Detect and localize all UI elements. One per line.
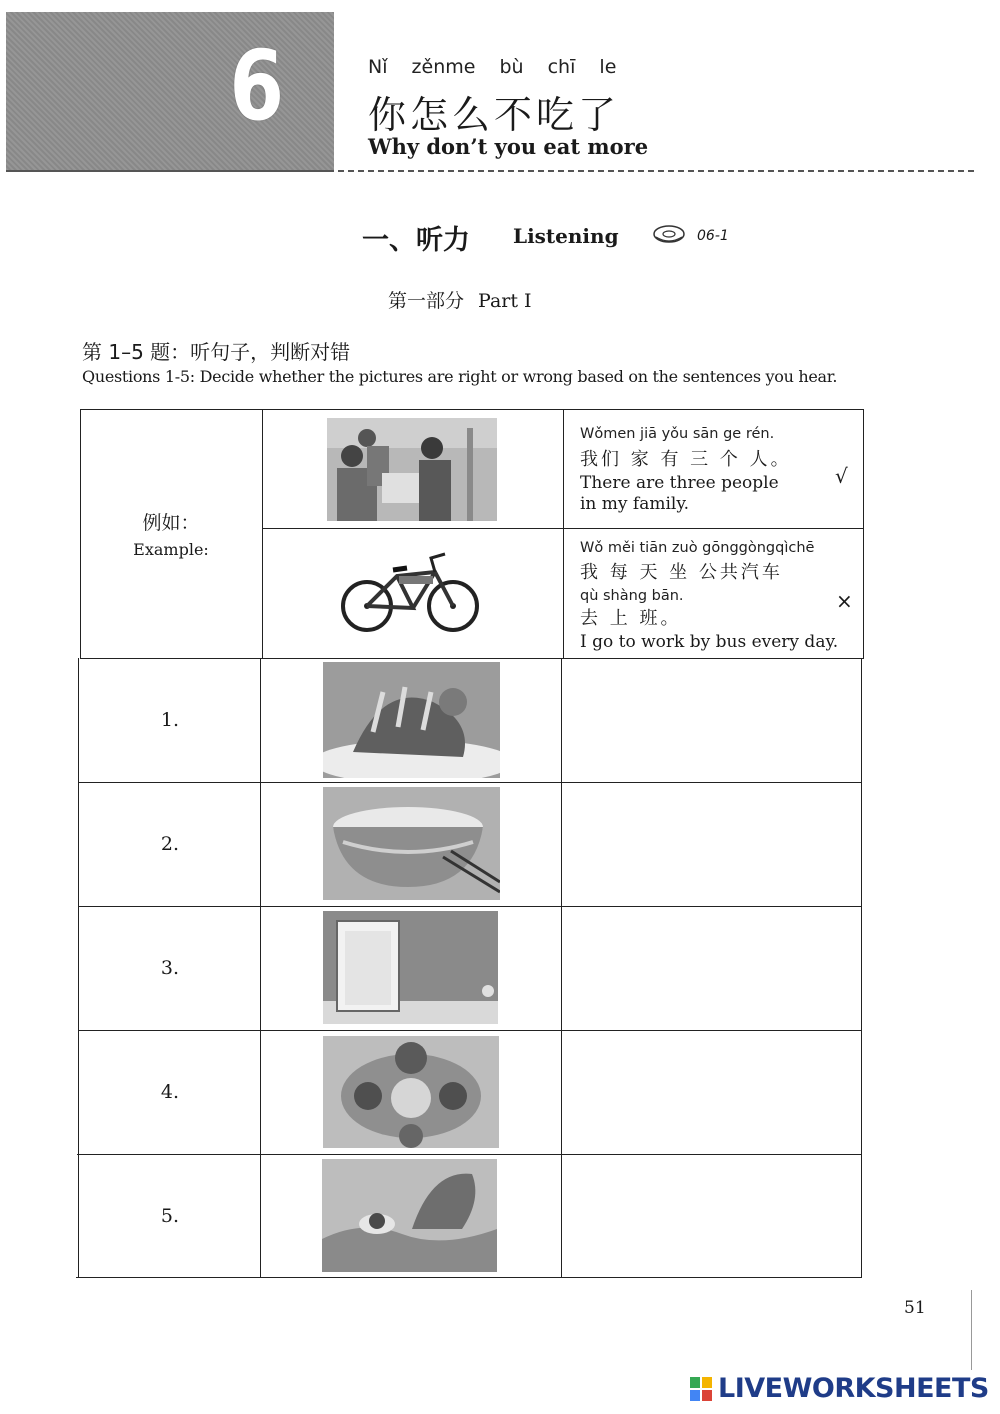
question-3-number: 3. <box>160 957 180 979</box>
margin-rule <box>971 1290 972 1370</box>
table-border-right <box>863 409 864 659</box>
grilled-meat-image <box>323 662 500 778</box>
example-2-hanzi-line-2: 去 上 班。 <box>580 608 682 629</box>
liveworksheets-brand <box>690 1373 990 1409</box>
open-door-image <box>323 911 498 1024</box>
example-1-english: There are three people in my family. <box>580 473 779 514</box>
audio-track-label[interactable]: 06-1 <box>697 228 729 244</box>
food-plate-image <box>323 1036 499 1148</box>
example-2-hanzi-line-1: 我 每 天 坐 公共汽车 <box>580 562 783 583</box>
example-label-chinese: 例如： <box>142 512 200 534</box>
table-border-top <box>80 409 864 410</box>
audio-cd-icon[interactable] <box>652 223 686 245</box>
question-1-answer-cell[interactable] <box>563 660 861 782</box>
example-1-hanzi: 我们 家 有 三 个 人。 <box>580 449 792 470</box>
instruction-chinese: 第 1–5 题：听句子，判断对错 <box>82 340 351 364</box>
table-rule <box>77 1154 861 1155</box>
section-title-chinese: 一、听力 <box>362 225 470 256</box>
correct-mark: √ <box>835 464 848 488</box>
table-rule <box>80 658 864 659</box>
chapter-banner <box>6 12 334 172</box>
question-2-answer-cell[interactable] <box>563 784 861 906</box>
lesson-title-pinyin: Nǐ zěnme bù chī le <box>368 56 617 78</box>
table-rule <box>78 782 862 783</box>
section-title-english: Listening <box>513 224 619 248</box>
part-title-chinese: 第一部分 <box>388 290 465 312</box>
table-column-rule <box>563 409 564 659</box>
example-2-text <box>580 540 840 653</box>
lesson-title-chinese: 你怎么不吃了 <box>368 93 621 137</box>
table-border-left <box>78 658 79 1278</box>
wrong-mark: × <box>836 589 853 613</box>
example-2-english: I go to work by bus every day. <box>580 632 839 652</box>
example-label-english: Example: <box>133 540 209 559</box>
question-3-answer-cell[interactable] <box>563 908 861 1030</box>
example-1-text <box>580 426 800 515</box>
lesson-title-english: Why don’t you eat more <box>368 134 649 159</box>
question-4-number: 4. <box>160 1081 180 1103</box>
instruction-english: Questions 1-5: Decide whether the pictures are right or wrong based on the sentences you hear. <box>82 367 838 386</box>
example-2-pinyin-line-2: qù shàng bān. <box>580 588 684 604</box>
table-rule <box>78 906 862 907</box>
question-5-number: 5. <box>160 1205 180 1227</box>
table-column-rule <box>561 658 562 1278</box>
question-1-number: 1. <box>160 709 180 731</box>
question-2-number: 2. <box>160 833 180 855</box>
part-title-english: Part Ⅰ <box>478 290 532 312</box>
liveworksheets-logo-icon <box>690 1377 712 1401</box>
table-column-rule <box>262 409 263 659</box>
header-divider <box>338 170 974 172</box>
rice-bowl-image <box>323 787 500 900</box>
table-border-bottom <box>76 1277 861 1278</box>
chapter-number: 6 <box>229 30 283 142</box>
table-column-rule <box>260 658 261 1278</box>
table-rule <box>78 1030 862 1031</box>
swimmer-image <box>322 1159 497 1272</box>
example-2-pinyin-line-1: Wǒ měi tiān zuò gōnggòngqìchē <box>580 540 815 556</box>
family-photo-image <box>327 418 497 521</box>
table-border-right <box>861 658 862 1278</box>
question-5-answer-cell[interactable] <box>563 1156 861 1277</box>
bicycle-image <box>335 546 485 638</box>
part-title <box>388 286 532 313</box>
example-1-pinyin: Wǒmen jiā yǒu sān ge rén. <box>580 426 775 442</box>
page-number: 51 <box>904 1298 926 1318</box>
question-4-answer-cell[interactable] <box>563 1032 861 1154</box>
liveworksheets-brand-text: LIVEWORKSHEETS <box>718 1373 989 1404</box>
